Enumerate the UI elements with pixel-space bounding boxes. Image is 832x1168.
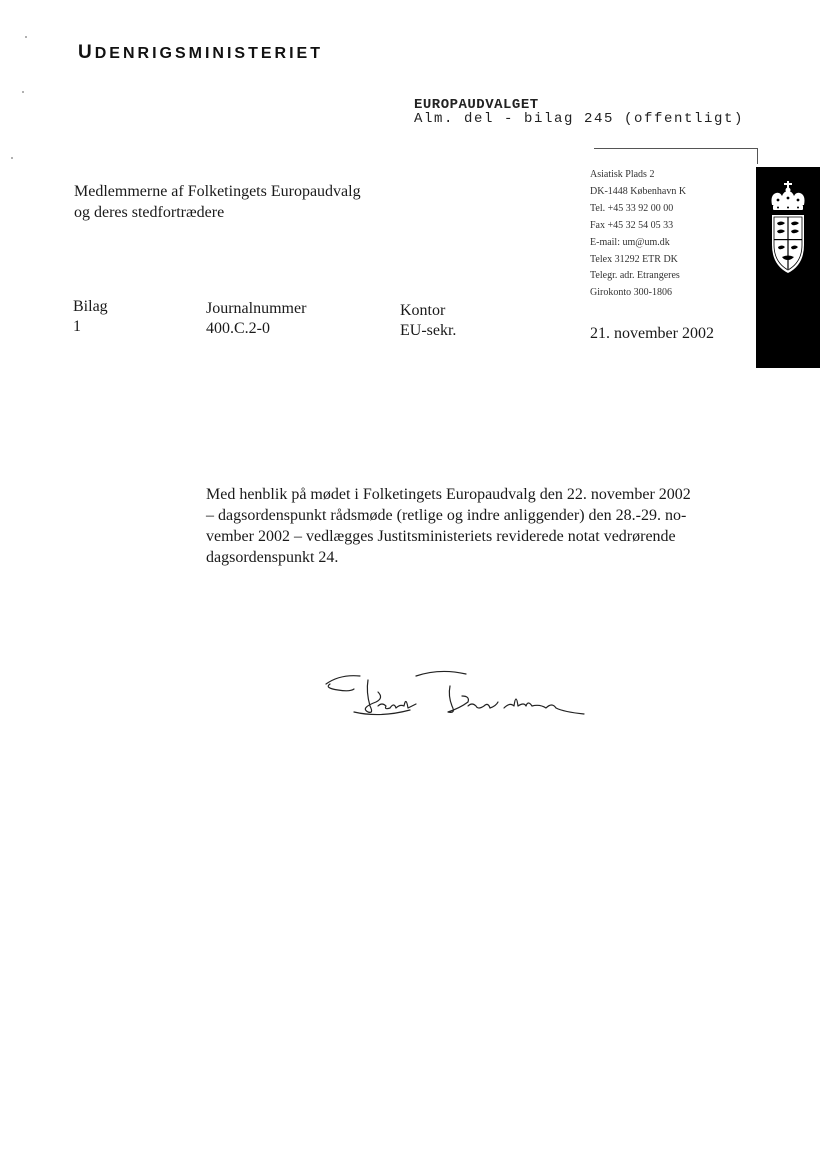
stamp-title: EUROPAUDVALGET (414, 97, 539, 113)
ministry-name (78, 42, 323, 64)
divider-line (594, 148, 758, 149)
bilag-value: 1 (73, 318, 81, 335)
kontor-label: Kontor (400, 302, 446, 319)
body-line-1: Med henblik på mødet i Folketingets Europaudvalg den 22. november 2002 (206, 486, 691, 503)
address-street: Asiatisk Plads 2 (590, 169, 655, 180)
recipient-line-1: Medlemmerne af Folketingets Europaudvalg (74, 183, 361, 200)
recipient-block (74, 181, 361, 223)
body-line-4: dagsordenspunkt 24. (206, 549, 339, 566)
ministry-initial: U (78, 42, 95, 63)
journal-value: 400.C.2-0 (206, 320, 270, 337)
journal-label: Journalnummer (206, 300, 307, 317)
bilag-label: Bilag (73, 298, 108, 315)
handwritten-signature (320, 662, 600, 732)
body-line-3: vember 2002 – vedlægges Justitsministeriets reviderede notat vedrørende (206, 528, 676, 545)
address-block (590, 167, 686, 302)
body-line-2: – dagsordenspunkt rådsmøde (retlige og indre anliggender) den 28.-29. no- (206, 507, 687, 524)
scan-speck (11, 157, 13, 159)
address-phone: Tel. +45 33 92 00 00 (590, 202, 674, 214)
royal-crest-icon (766, 175, 810, 285)
address-telegram: Telegr. adr. Etrangeres (590, 270, 680, 282)
letter-date: 21. november 2002 (590, 325, 714, 342)
kontor-value: EU-sekr. (400, 322, 457, 339)
crest-panel (756, 167, 820, 368)
ministry-rest: DENRIGSMINISTERIET (94, 45, 323, 62)
address-telex: Telex 31292 ETR DK (590, 253, 678, 265)
letter-body (206, 484, 766, 568)
address-email: E-mail: um@um.dk (590, 236, 670, 248)
scan-speck (25, 36, 27, 38)
address-fax: Fax +45 32 54 05 33 (590, 219, 674, 231)
recipient-line-2: og deres stedfortrædere (74, 204, 225, 221)
address-city: DK-1448 København K (590, 185, 687, 197)
divider-tick (757, 148, 758, 164)
archive-stamp (414, 97, 744, 127)
stamp-subtitle: Alm. del - bilag 245 (offentligt) (414, 111, 745, 127)
scan-speck (22, 91, 24, 93)
address-giro: Girokonto 300-1806 (590, 287, 672, 299)
